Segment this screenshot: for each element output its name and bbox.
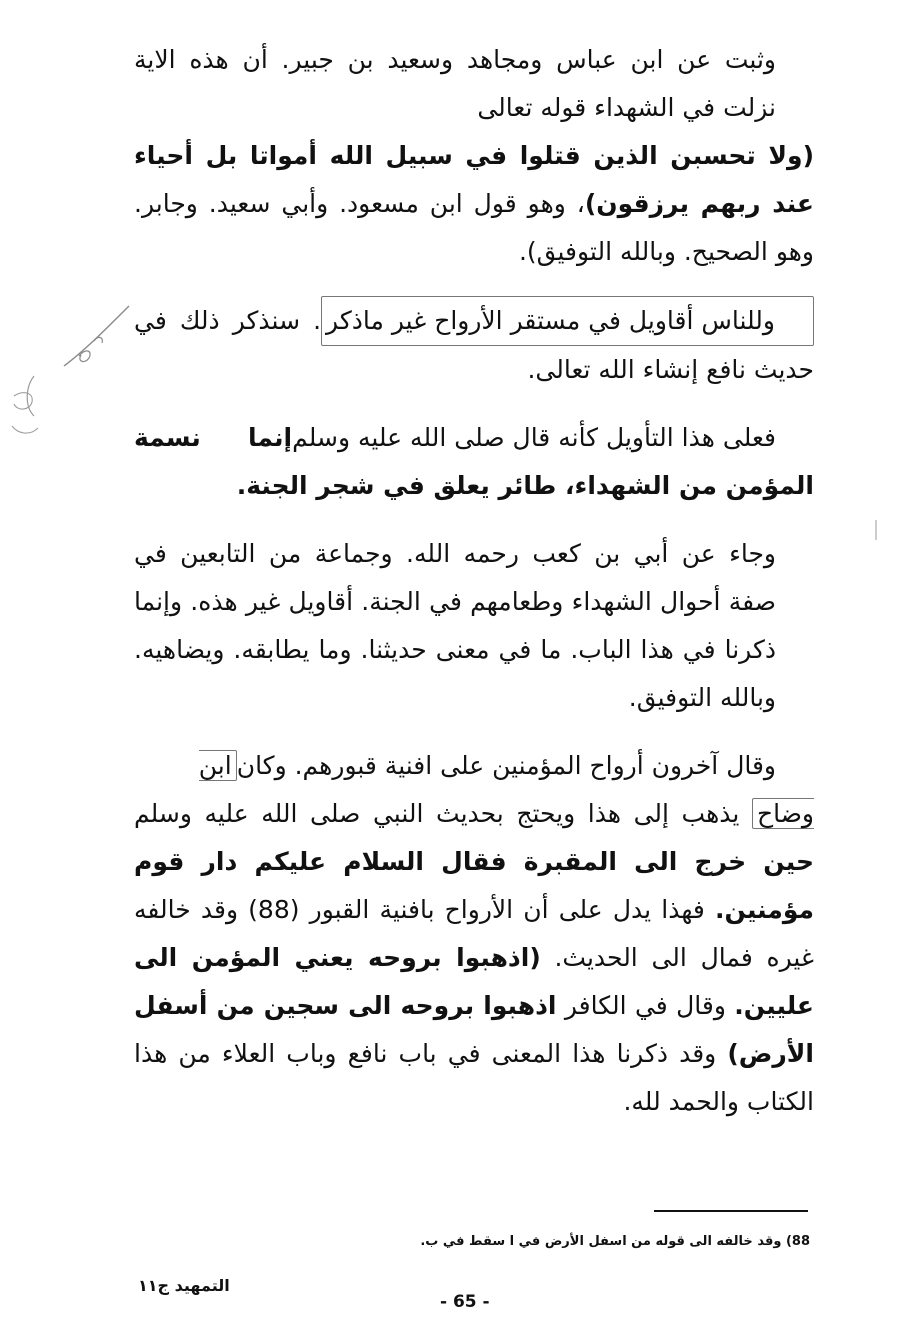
hadith-quote: (اذهبوا بروحه يعني المؤمن الى عليين.: [134, 943, 814, 1020]
text-run: وقال في الكافر: [556, 991, 735, 1020]
text-run: ، وهو قول ابن مسعود. وأبي سعيد. وجابر. وهو الصحيح. وبالله التوفيق).: [134, 189, 814, 266]
text-run: وجاء عن أبي بن كعب رحمه الله. وجماعة من التابعين في صفة أحوال الشهداء وطعامهم في الجنة. أقاويل غير هذه. وإنما ذكرنا في هذا الباب. ما في معنى حديثنا. وما يطابقه. ويضاهيه. وبالله التوفيق.: [134, 539, 776, 712]
boxed-phrase: وللناس أقاويل في مستقر الأرواح غير ماذكر: [321, 296, 814, 346]
text-run: يذهب إلى هذا ويحتج بحديث النبي صلى الله عليه وسلم: [134, 799, 752, 828]
page-number: - 65 -: [440, 1292, 490, 1312]
footer-book-title: التمهيد ج١١: [138, 1276, 230, 1295]
text-run: وقد ذكرنا هذا المعنى في باب نافع وباب العلاء من هذا الكتاب والحمد لله.: [134, 1039, 814, 1116]
footnote-divider: [654, 1210, 808, 1212]
text-run: وثبت عن ابن عباس ومجاهد وسعيد بن جبير. أن هذه الاية نزلت في الشهداء قوله تعالى: [134, 45, 776, 122]
body-text: [134, 36, 814, 1146]
quran-verse: (ولا تحسبن الذين قتلوا في سبيل الله أمواتا بل أحياء عند ربهم يرزقون): [134, 141, 814, 218]
text-run: وقال آخرون أرواح المؤمنين على افنية قبورهم. وكان: [236, 751, 776, 780]
paragraph-5: [134, 742, 814, 1126]
handwritten-margin-note: [4, 296, 134, 446]
hadith-quote: حين خرج الى المقبرة فقال السلام عليكم دار قوم مؤمنين.: [134, 847, 814, 924]
margin-mark: [874, 520, 878, 540]
paragraph-2: [134, 296, 814, 394]
paragraph-4: [134, 530, 814, 722]
text-run: فعلى هذا التأويل كأنه قال صلى الله عليه وسلم: [292, 423, 776, 452]
text-run: فهذا يدل على أن الأرواح بافنية القبور (88) وقد خالفه غيره فمال الى الحديث.: [134, 895, 814, 972]
footnote: 88) وقد خالفه الى قوله من اسفل الأرض في ا سقط في ب.: [420, 1234, 810, 1249]
text-run: . سنذكر ذلك في حديث نافع إنشاء الله تعالى.: [134, 306, 814, 384]
hadith-quote: إنما نسمة المؤمن من الشهداء، طائر يعلق في شجر الجنة.: [134, 423, 814, 500]
boxed-name: ابن وضاح: [198, 751, 814, 828]
paragraph-3: [134, 414, 814, 510]
hadith-quote: اذهبوا بروحه الى سجين من أسفل الأرض): [134, 991, 814, 1068]
paragraph-1: [134, 36, 814, 276]
